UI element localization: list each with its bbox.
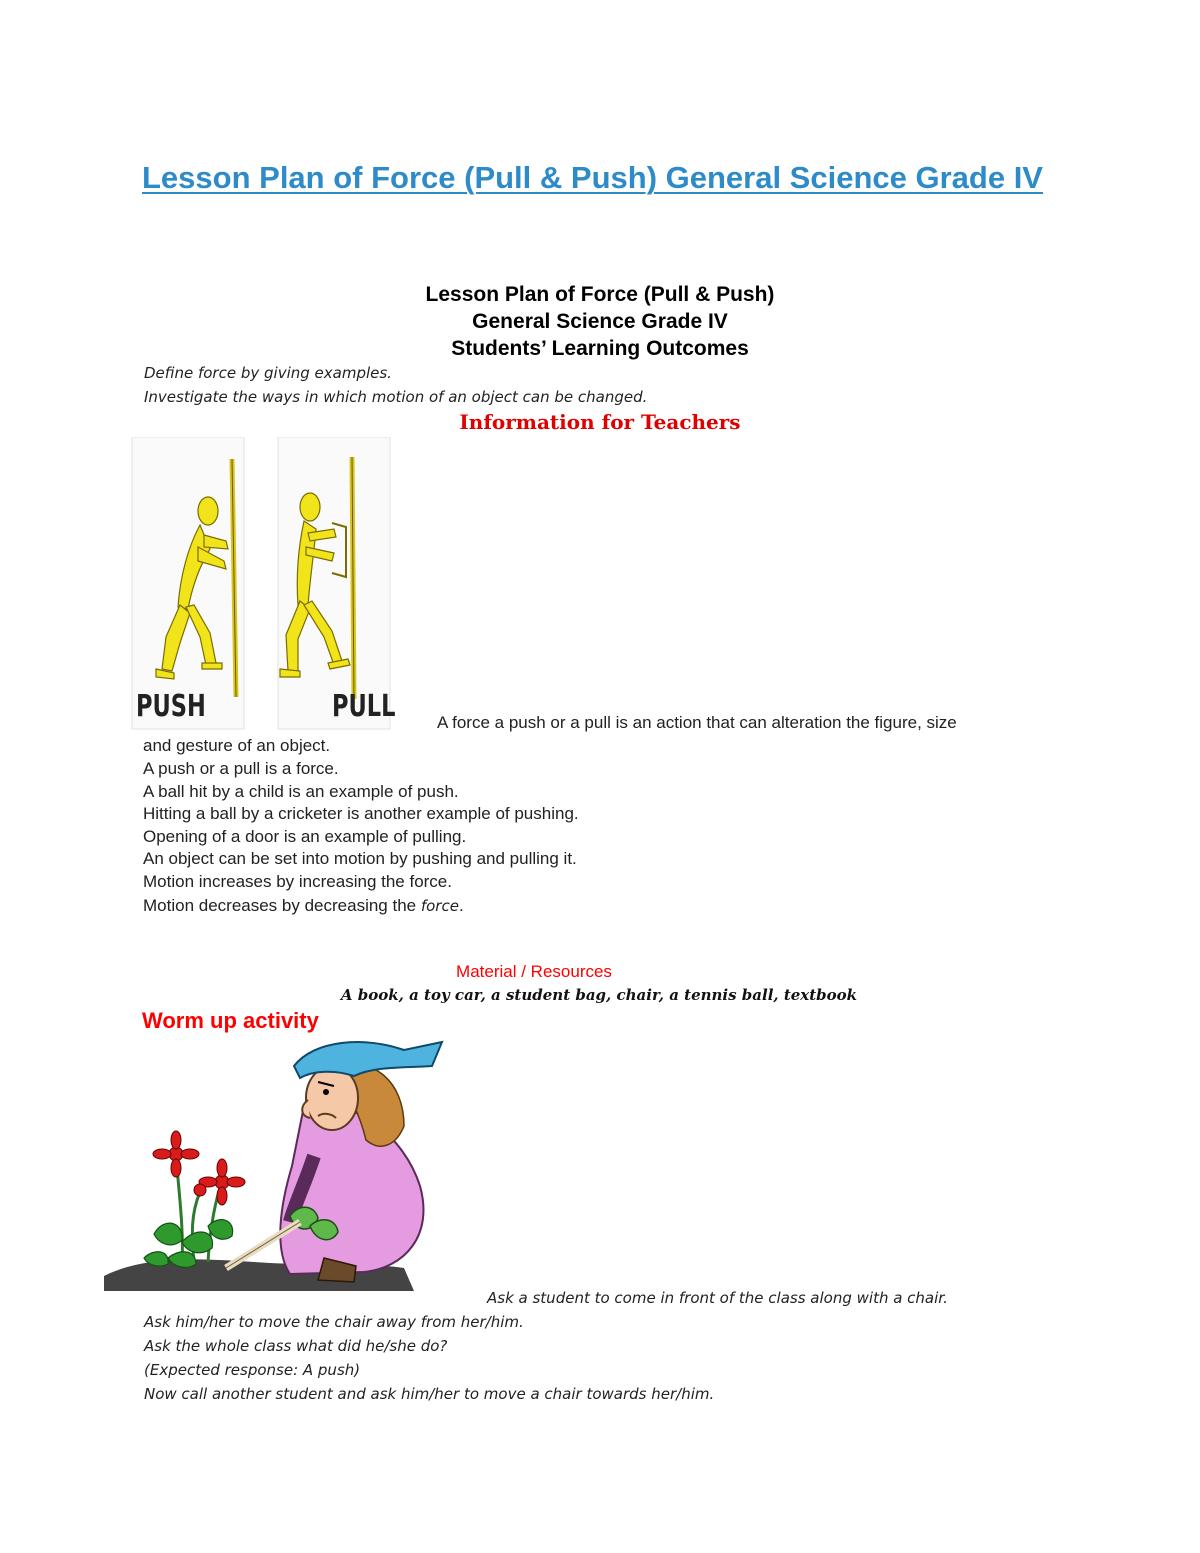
info-point: An object can be set into motion by pushing and pulling it. xyxy=(143,849,577,868)
materials-heading: Material / Resources xyxy=(456,962,612,981)
info-teachers-heading: Information for Teachers xyxy=(459,410,741,434)
document-title[interactable]: Lesson Plan of Force (Pull & Push) General Science Grade IV xyxy=(142,160,1043,195)
info-point: Motion increases by increasing the force. xyxy=(143,872,452,891)
lesson-heading: Lesson Plan of Force (Pull & Push) xyxy=(425,283,775,306)
last-point-prefix: Motion decreases by decreasing the xyxy=(143,896,421,915)
gardener-drawing xyxy=(104,1036,449,1291)
outcome-item: Investigate the ways in which motion of an object can be changed. xyxy=(144,388,648,406)
info-point: Hitting a ball by a cricketer is another example of pushing. xyxy=(143,804,579,823)
outcomes-heading: Students’ Learning Outcomes xyxy=(451,337,749,360)
info-point: A force a push or a pull is an action that can alteration the figure, size xyxy=(437,713,957,732)
expected-response: (Expected response: A push) xyxy=(144,1361,361,1379)
push-pull-illustration xyxy=(128,437,396,732)
info-point: Opening of a door is an example of pulling. xyxy=(143,827,467,846)
flowers xyxy=(153,1131,245,1205)
activity-item: Ask the whole class what did he/she do? xyxy=(144,1337,448,1355)
activity-item: Ask a student to come in front of the class along with a chair. xyxy=(487,1289,948,1307)
info-point: A push or a pull is a force. xyxy=(143,759,339,778)
info-point-continuation: and gesture of an object. xyxy=(143,736,331,755)
activity-item: Ask him/her to move the chair away from her/him. xyxy=(144,1313,524,1331)
info-point: A ball hit by a child is an example of push. xyxy=(143,782,459,801)
last-point-suffix: . xyxy=(458,896,464,915)
info-point-last xyxy=(143,896,464,916)
gardener-illustration xyxy=(104,1036,449,1291)
push-pull-figures xyxy=(128,437,396,732)
push-label: PUSH xyxy=(136,689,206,724)
last-point-italic: force xyxy=(420,897,459,915)
materials-list: A book, a toy car, a student bag, chair, a tennis ball, textbook xyxy=(340,986,858,1004)
pull-label: PULL xyxy=(332,689,396,724)
outcome-item: Define force by giving examples. xyxy=(144,364,392,382)
grade-heading: General Science Grade IV xyxy=(472,310,728,333)
activity-item: Now call another student and ask him/her to move a chair towards her/him. xyxy=(144,1385,715,1403)
warmup-heading: Worm up activity xyxy=(142,1008,319,1033)
